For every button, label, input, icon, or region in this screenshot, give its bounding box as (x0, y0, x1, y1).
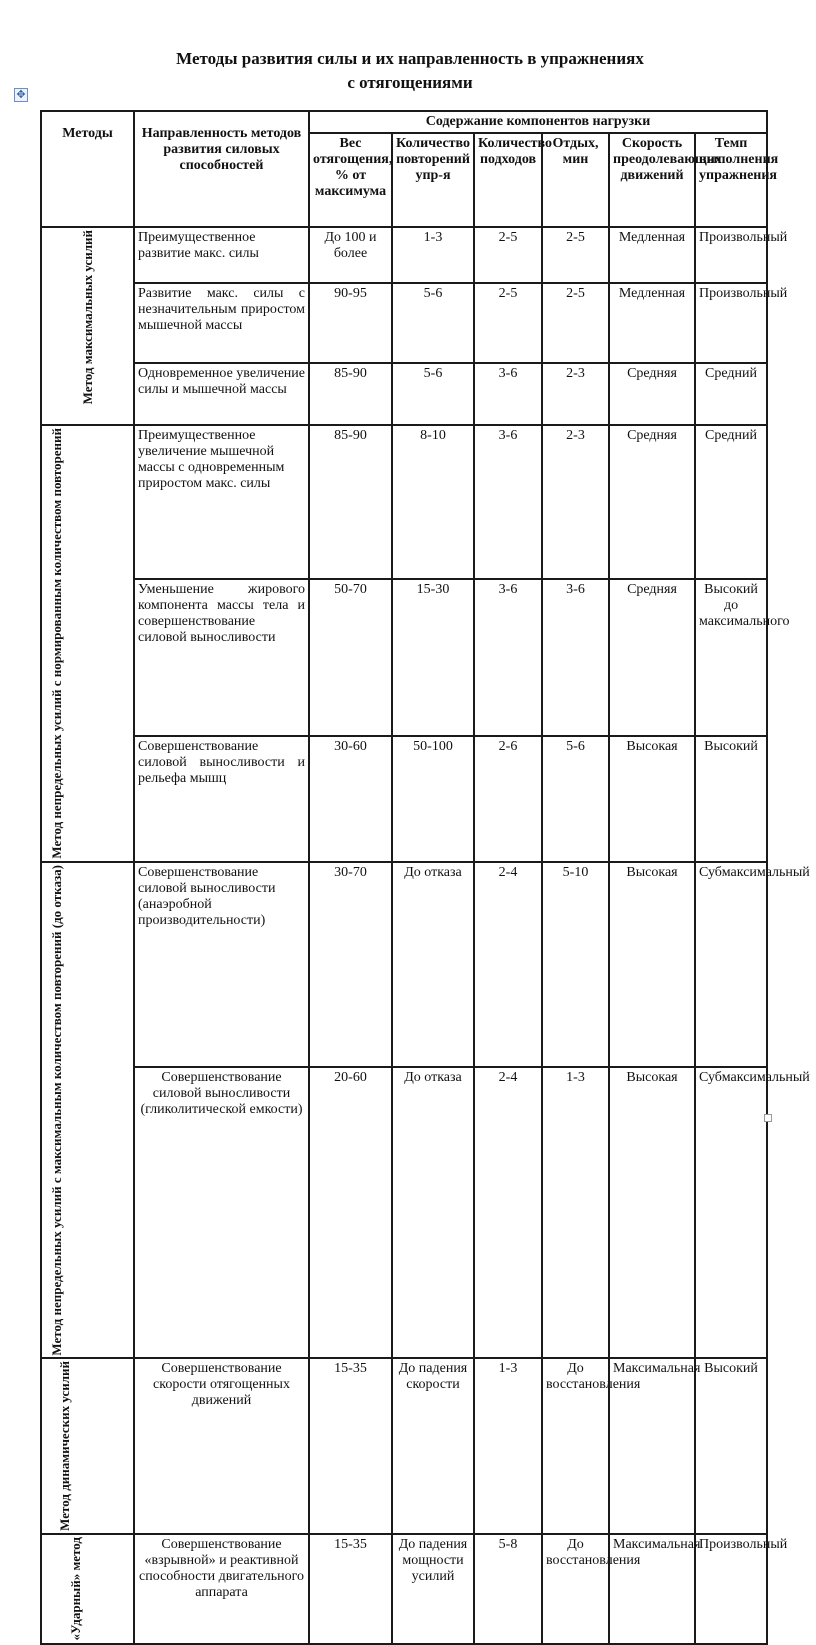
table-row (41, 1067, 767, 1358)
method-label: Метод максимальных усилий (80, 230, 95, 405)
tempo-cell: Субмаксимальный (695, 862, 767, 1067)
sets-cell: 1-3 (474, 1358, 542, 1534)
direction-cell: Преимущественное увеличение мышечной массы с одновременным приростом макс. силы (134, 425, 309, 579)
reps-cell: 5-6 (392, 363, 474, 425)
direction-cell: Одновременное увеличение силы и мышечной массы (134, 363, 309, 425)
move-handle-icon[interactable]: ✥ (14, 88, 28, 102)
speed-cell: Максимальная (609, 1358, 695, 1534)
direction-cell: Совершенствование силовой выносливости (анаэробной производительности) (134, 862, 309, 1067)
method-cell (41, 425, 134, 862)
direction-cell: Преимущественное развитие макс. силы (134, 227, 309, 283)
sets-cell: 3-6 (474, 425, 542, 579)
method-cell (41, 1358, 134, 1534)
direction-cell: Совершенствование силовой выносливости (гликолитической емкости) (134, 1067, 309, 1358)
method-cell (41, 227, 134, 425)
rest-cell: 2-5 (542, 283, 609, 363)
tempo-cell: Высокий до максимального (695, 579, 767, 736)
header-row-1 (41, 111, 767, 133)
speed-cell: Средняя (609, 579, 695, 736)
direction-cell: Совершенствование «взрывной» и реактивной способности двигательного аппарата (134, 1534, 309, 1644)
speed-cell: Средняя (609, 363, 695, 425)
reps-cell: До падения мощности усилий (392, 1534, 474, 1644)
table-row (41, 283, 767, 363)
speed-cell: Медленная (609, 227, 695, 283)
document-title-line-1: Методы развития силы и их направленность в упражнениях (176, 49, 644, 68)
rest-cell: До восстановления (542, 1534, 609, 1644)
table-row (41, 862, 767, 1067)
table-row (41, 736, 767, 862)
rest-cell: 2-5 (542, 227, 609, 283)
document-title-line-2: с отягощениями (347, 73, 473, 92)
sets-cell: 2-6 (474, 736, 542, 862)
header-weight: Вес отягощения, % от максимума (309, 133, 392, 227)
header-direction: Направленность методов развития силовых способностей (134, 111, 309, 227)
sets-cell: 2-4 (474, 1067, 542, 1358)
header-tempo: Темп выполнения упражнения (695, 133, 767, 227)
header-load-components: Содержание компонентов нагрузки (309, 111, 767, 133)
rest-cell: 1-3 (542, 1067, 609, 1358)
table-row (41, 1534, 767, 1644)
reps-cell: До падения скорости (392, 1358, 474, 1534)
speed-cell: Средняя (609, 425, 695, 579)
rest-cell: 3-6 (542, 579, 609, 736)
weight-cell: 20-60 (309, 1067, 392, 1358)
header-sets: Количество подходов (474, 133, 542, 227)
weight-cell: 85-90 (309, 425, 392, 579)
direction-cell: Уменьшение жирового компонента массы тела и совершенствование силовой выносливости (134, 579, 309, 736)
tempo-cell: Произвольный (695, 283, 767, 363)
sets-cell: 2-5 (474, 227, 542, 283)
speed-cell: Высокая (609, 862, 695, 1067)
tempo-cell: Высокий (695, 1358, 767, 1534)
weight-cell: 85-90 (309, 363, 392, 425)
reps-cell: 5-6 (392, 283, 474, 363)
speed-cell: Максимальная (609, 1534, 695, 1644)
header-methods: Методы (41, 111, 134, 227)
table-row (41, 227, 767, 283)
tempo-cell: Произвольный (695, 1534, 767, 1644)
method-cell (41, 1534, 134, 1644)
rest-cell: 5-6 (542, 736, 609, 862)
reps-cell: 8-10 (392, 425, 474, 579)
table-resize-handle[interactable] (764, 1114, 772, 1122)
table-row (41, 363, 767, 425)
method-label: Метод непредельных усилий с нормированным количеством повторений (48, 428, 64, 859)
method-cell (41, 862, 134, 1359)
weight-cell: 50-70 (309, 579, 392, 736)
reps-cell: До отказа (392, 862, 474, 1067)
tempo-cell: Субмаксимальный (695, 1067, 767, 1358)
header-speed: Скорость преодолевающих движений (609, 133, 695, 227)
sets-cell: 2-4 (474, 862, 542, 1067)
method-label: «Ударный» метод (67, 1537, 83, 1641)
direction-cell: Совершенствование скорости отягощенных движений (134, 1358, 309, 1534)
tempo-cell: Произвольный (695, 227, 767, 283)
reps-cell: До отказа (392, 1067, 474, 1358)
rest-cell: До восстановления (542, 1358, 609, 1534)
sets-cell: 2-5 (474, 283, 542, 363)
speed-cell: Высокая (609, 736, 695, 862)
weight-cell: 15-35 (309, 1358, 392, 1534)
weight-cell: 90-95 (309, 283, 392, 363)
tempo-cell: Средний (695, 363, 767, 425)
direction-cell: Развитие макс. силы с незначительным приростом мышечной массы (134, 283, 309, 363)
reps-cell: 50-100 (392, 736, 474, 862)
speed-cell: Высокая (609, 1067, 695, 1358)
weight-cell: 30-70 (309, 862, 392, 1067)
speed-cell: Медленная (609, 283, 695, 363)
weight-cell: 15-35 (309, 1534, 392, 1644)
method-label: Метод непредельных усилий с максимальным количеством повторений (до отказа) (48, 864, 64, 1356)
table-row (41, 1358, 767, 1534)
rest-cell: 5-10 (542, 862, 609, 1067)
weight-cell: 30-60 (309, 736, 392, 862)
tempo-cell: Средний (695, 425, 767, 579)
header-reps: Количество повторений упр-я (392, 133, 474, 227)
rest-cell: 2-3 (542, 363, 609, 425)
direction-cell: Совершенствование силовой выносливости и рельефа мышц (134, 736, 309, 862)
method-label: Метод динамических усилий (56, 1361, 72, 1532)
sets-cell: 3-6 (474, 363, 542, 425)
sets-cell: 3-6 (474, 579, 542, 736)
rest-cell: 2-3 (542, 425, 609, 579)
header-rest: Отдых, мин (542, 133, 609, 227)
reps-cell: 1-3 (392, 227, 474, 283)
weight-cell: До 100 и более (309, 227, 392, 283)
sets-cell: 5-8 (474, 1534, 542, 1644)
methods-table (40, 110, 810, 1645)
table-row (41, 579, 767, 736)
reps-cell: 15-30 (392, 579, 474, 736)
tempo-cell: Высокий (695, 736, 767, 862)
table-row (41, 425, 767, 579)
